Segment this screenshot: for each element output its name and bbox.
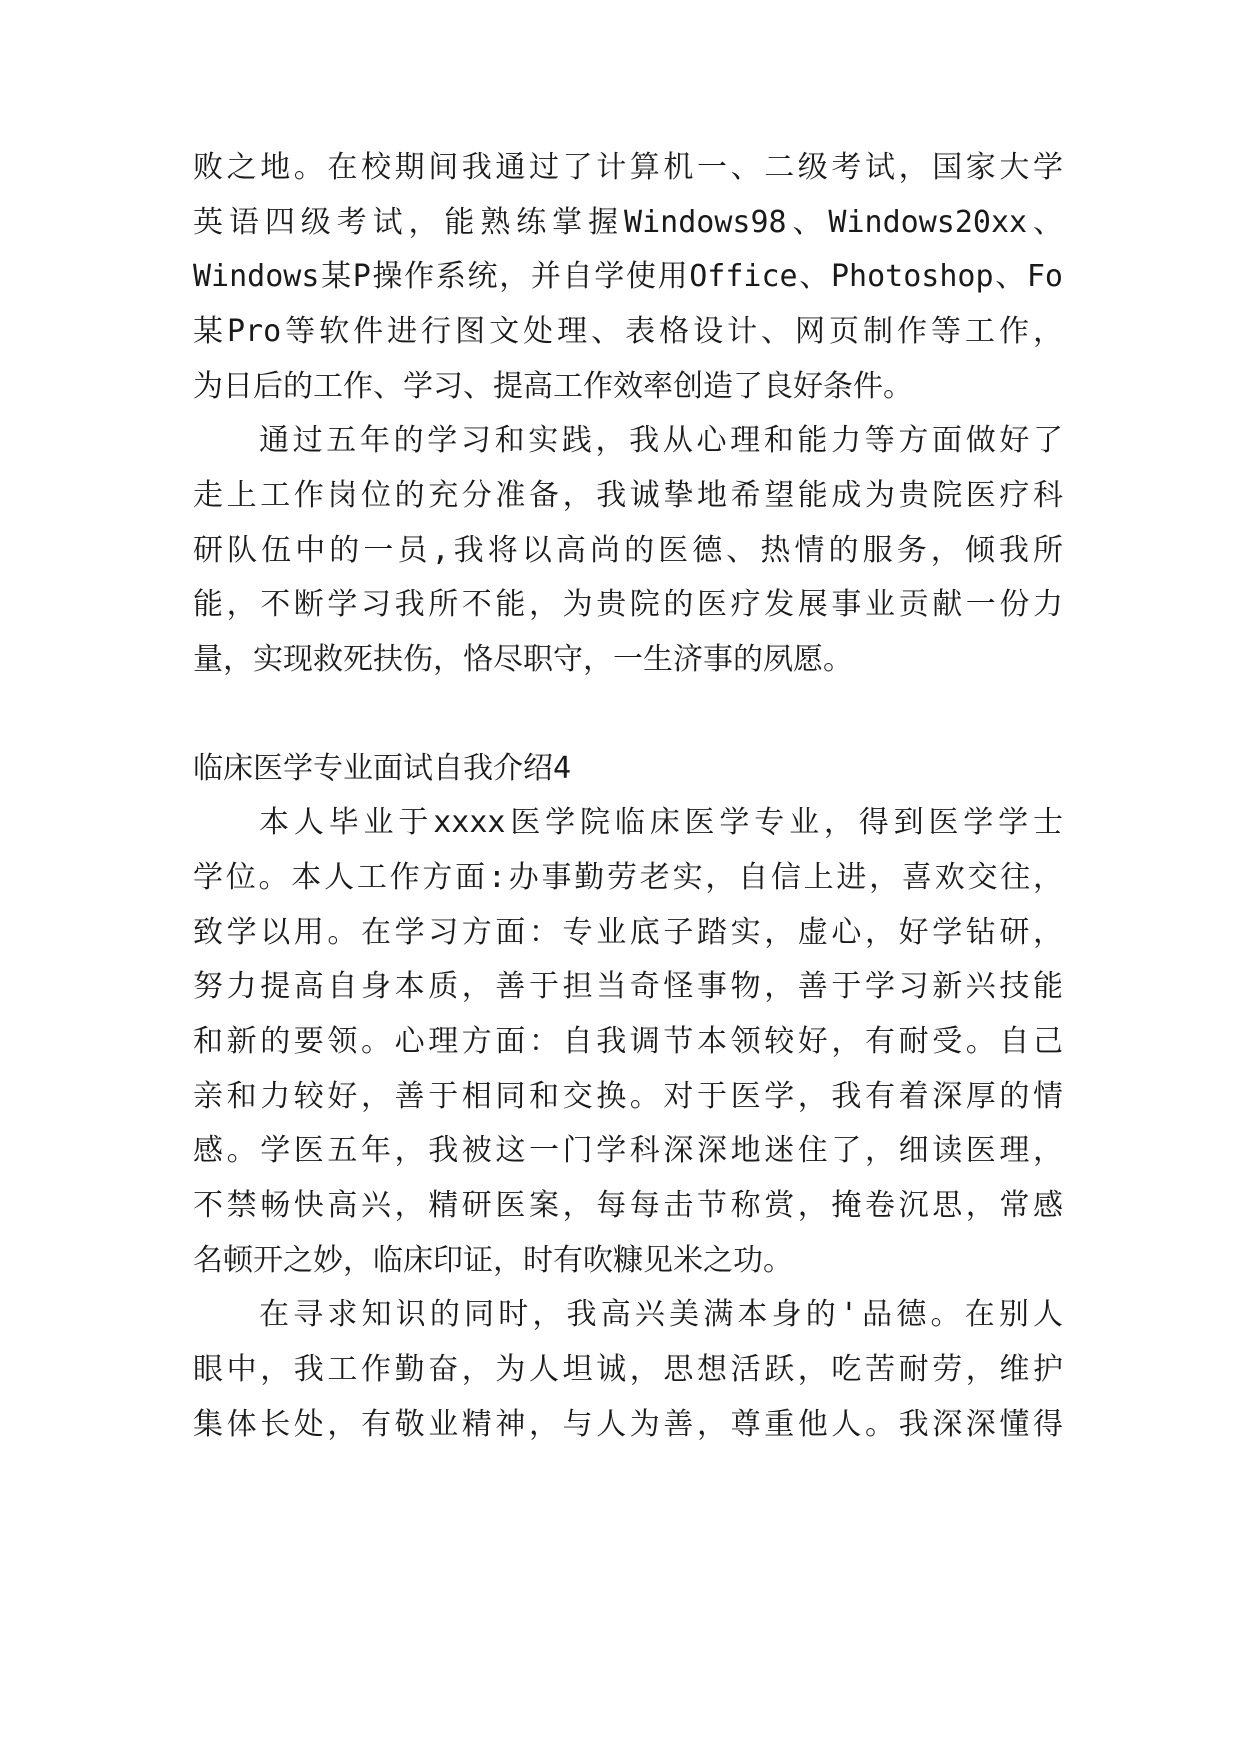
paragraph-1-line-4: 某Pro等软件进行图文处理、表格设计、网页制作等工作，	[193, 314, 1063, 349]
paragraph-4-line-2: 眼中，我工作勤奋，为人坦诚，思想活跃，吃苦耐劳，维护	[193, 1352, 1063, 1387]
paragraph-2-line-5: 量，实现救死扶伤，恪尽职守，一生济事的夙愿。	[193, 642, 853, 677]
paragraph-1-line-5: 为日后的工作、学习、提高工作效率创造了良好条件。	[193, 369, 913, 404]
paragraph-2-line-3: 研队伍中的一员,我将以高尚的医德、热情的服务，倾我所	[193, 533, 1063, 568]
paragraph-3-line-3: 致学以用。在学习方面：专业底子踏实，虚心，好学钻研，	[193, 915, 1063, 950]
paragraph-2-line-2: 走上工作岗位的充分准备，我诚挚地希望能成为贵院医疗科	[193, 478, 1063, 513]
paragraph-3-line-1: 本人毕业于xxxx医学院临床医学专业，得到医学学士	[259, 805, 1063, 840]
paragraph-3-line-2: 学位。本人工作方面:办事勤劳老实，自信上进，喜欢交往，	[193, 860, 1063, 895]
paragraph-3-line-7: 感。学医五年，我被这一门学科深深地迷住了，细读医理，	[193, 1133, 1063, 1168]
paragraph-4-line-3: 集体长处，有敬业精神，与人为善，尊重他人。我深深懂得	[193, 1407, 1063, 1442]
paragraph-1-line-1: 败之地。在校期间我通过了计算机一、二级考试，国家大学	[193, 150, 1063, 185]
paragraph-4-line-1: 在寻求知识的同时，我高兴美满本身的'品德。在别人	[259, 1297, 1063, 1332]
paragraph-1-line-2: 英语四级考试，能熟练掌握Windows98、Windows20xx、	[193, 205, 1063, 240]
paragraph-2-line-1: 通过五年的学习和实践，我从心理和能力等方面做好了	[259, 423, 1063, 458]
section-heading: 临床医学专业面试自我介绍4	[193, 751, 572, 786]
paragraph-2-line-4: 能，不断学习我所不能，为贵院的医疗发展事业贡献一份力	[193, 587, 1063, 622]
paragraph-1-line-3: Windows某P操作系统，并自学使用Office、Photoshop、Fo	[193, 259, 1063, 294]
paragraph-3-line-9: 名顿开之妙，临床印证，时有吹糠见米之功。	[193, 1243, 793, 1278]
paragraph-3-line-4: 努力提高自身本质，善于担当奇怪事物，善于学习新兴技能	[193, 969, 1063, 1004]
paragraph-3-line-8: 不禁畅快高兴，精研医案，每每击节称赏，掩卷沉思，常感	[193, 1188, 1063, 1223]
paragraph-3-line-5: 和新的要领。心理方面：自我调节本领较好，有耐受。自己	[193, 1024, 1063, 1059]
paragraph-3-line-6: 亲和力较好，善于相同和交换。对于医学，我有着深厚的情	[193, 1079, 1063, 1114]
